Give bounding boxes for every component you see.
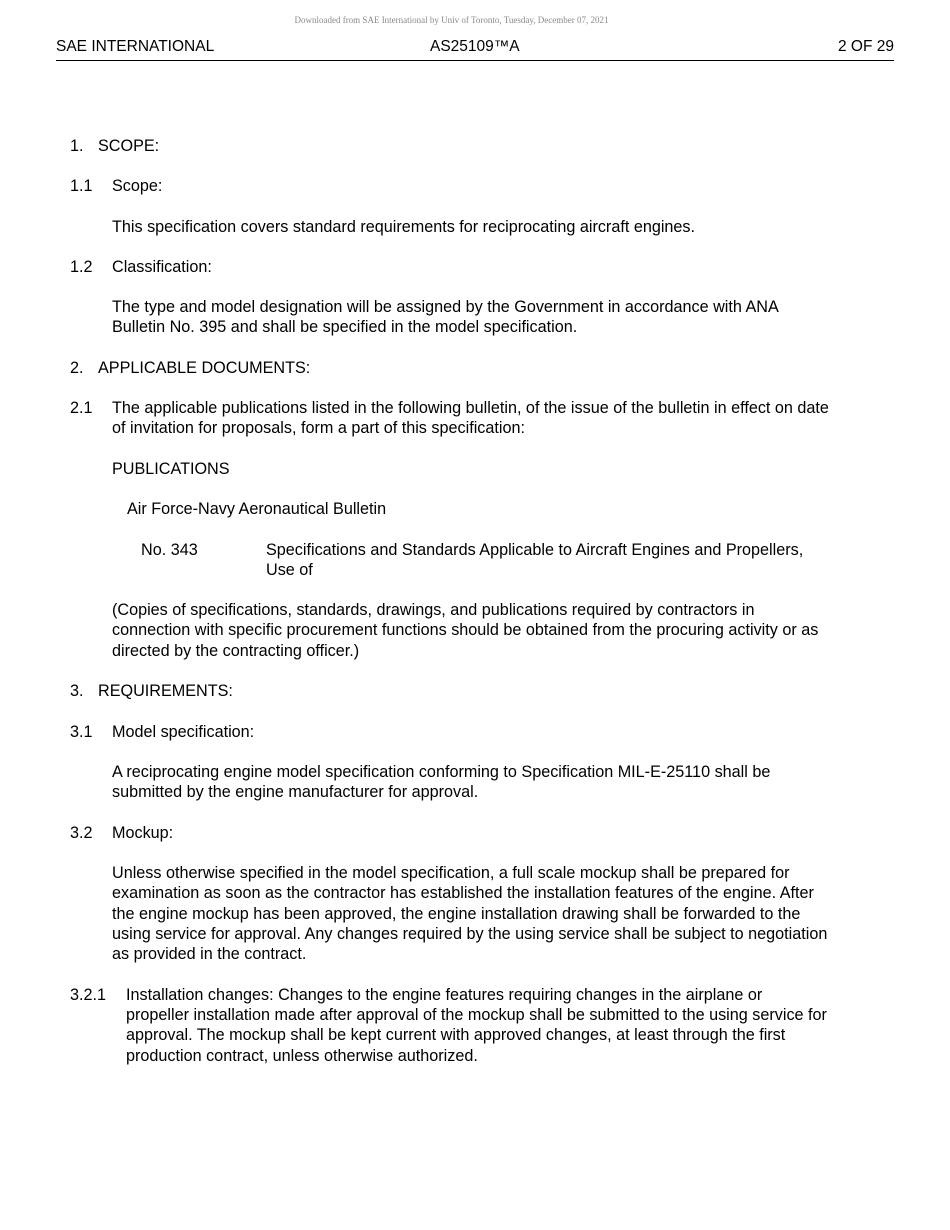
header-organization: SAE INTERNATIONAL (56, 38, 215, 55)
copies-note-line: connection with specific procurement functions should be obtained from the procuring activity or as (112, 621, 819, 639)
section-number: 3.2 (70, 824, 93, 842)
section-2-1-text-line: of invitation for proposals, form a part of this specification: (112, 419, 525, 437)
publication-title-line: Use of (266, 561, 313, 579)
section-title: Classification: (112, 258, 212, 276)
section-number: 1.2 (70, 258, 93, 276)
section-3-2-1-text-line: approval. The mockup shall be kept current with approved changes, at least through the first (126, 1026, 786, 1044)
section-3-2-1-text-line: propeller installation made after approval of the mockup shall be submitted to the using service for (126, 1006, 827, 1024)
copies-note-line: (Copies of specifications, standards, drawings, and publications required by contractors in (112, 601, 755, 619)
section-number: 2.1 (70, 399, 93, 417)
section-number: 3.1 (70, 723, 93, 741)
section-title: APPLICABLE DOCUMENTS: (98, 359, 311, 377)
publication-number: No. 343 (141, 541, 198, 559)
section-text: Installation changes: Changes to the engine features requiring changes in the airplane or (126, 986, 763, 1004)
section-number: 1.1 (70, 177, 93, 195)
section-number: 1. (70, 137, 84, 155)
section-3-1-text-line: A reciprocating engine model specification conforming to Specification MIL-E-25110 shall be (112, 763, 771, 781)
section-1-1-text: This specification covers standard requirements for reciprocating aircraft engines. (112, 218, 696, 236)
publications-heading: PUBLICATIONS (112, 460, 230, 478)
section-title: Scope: (112, 177, 163, 195)
section-3-2-text-line: examination as soon as the contractor has established the installation features of the engine. After (112, 884, 814, 902)
header-page-number: 2 OF 29 (838, 38, 894, 55)
header-document-number: AS25109™A (430, 38, 520, 55)
section-number: 3. (70, 682, 84, 700)
section-3-2-text-line: as provided in the contract. (112, 945, 307, 963)
section-number: 3.2.1 (70, 986, 107, 1004)
section-1-2-text-line: The type and model designation will be assigned by the Government in accordance with ANA (112, 298, 779, 316)
section-3-1-text-line: submitted by the engine manufacturer for approval. (112, 783, 479, 801)
section-3-2-text-line: Unless otherwise specified in the model specification, a full scale mockup shall be prepared for (112, 864, 790, 882)
section-title: SCOPE: (98, 137, 160, 155)
section-number: 2. (70, 359, 84, 377)
section-1-2-text-line: Bulletin No. 395 and shall be specified in the model specification. (112, 318, 578, 336)
section-3-2-text-line: the engine mockup has been approved, the engine installation drawing shall be forwarded to the (112, 905, 801, 923)
section-3-2-text-line: using service for approval. Any changes required by the using service shall be subject to negotiation (112, 925, 828, 943)
download-watermark: Downloaded from SAE International by Univ of Toronto, Tuesday, December 07, 2021 (294, 15, 609, 25)
copies-note-line: directed by the contracting officer.) (112, 642, 360, 660)
page-header (56, 38, 894, 61)
section-title: REQUIREMENTS: (98, 682, 233, 700)
section-text: The applicable publications listed in the following bulletin, of the issue of the bulletin in effect on date (112, 399, 829, 417)
section-3-2-1-text-line: production contract, unless otherwise authorized. (126, 1047, 478, 1065)
bulletin-title: Air Force-Navy Aeronautical Bulletin (127, 500, 387, 518)
publication-title: Specifications and Standards Applicable to Aircraft Engines and Propellers, (266, 541, 804, 559)
section-title: Mockup: (112, 824, 174, 842)
section-title: Model specification: (112, 723, 255, 741)
